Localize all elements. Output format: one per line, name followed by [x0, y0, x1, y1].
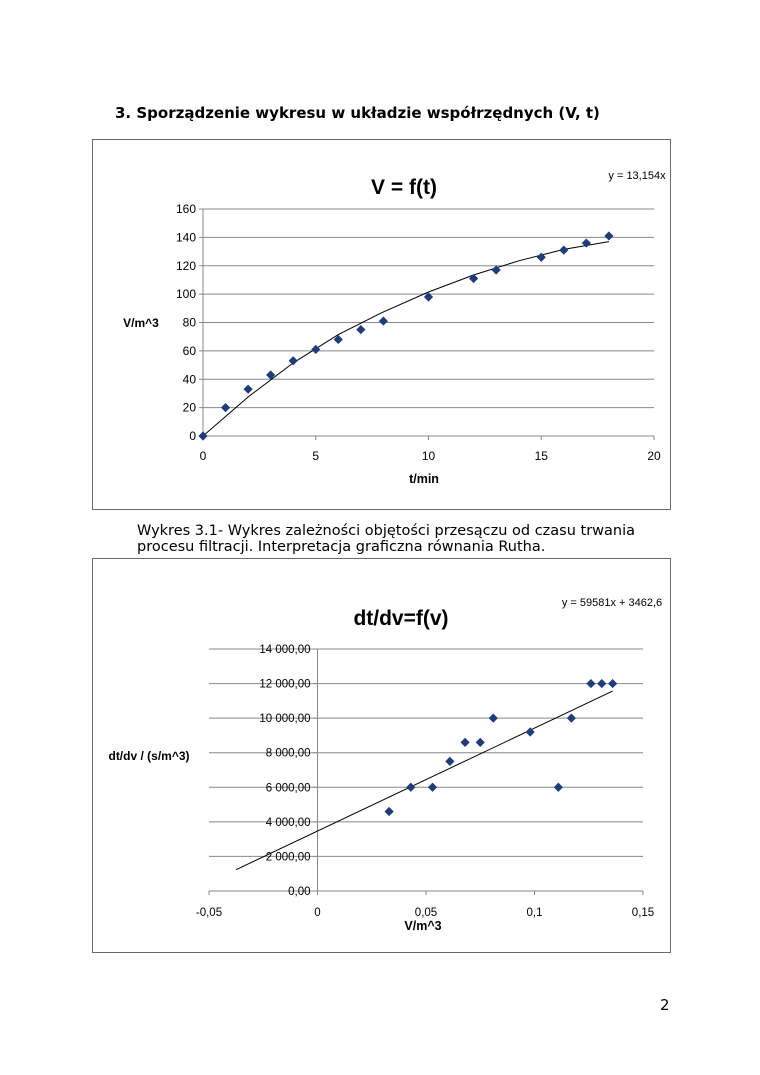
- figure-caption: Wykres 3.1- Wykres zależności objętości przesączu od czasu trwania procesu filtracji. Interpretacja graficzna równania Rutha.: [137, 523, 636, 555]
- y-tick-label: 80: [182, 315, 196, 330]
- data-point: [604, 231, 613, 240]
- y-axis-label: dt/dv / (s/m^3): [108, 749, 190, 763]
- data-point: [356, 325, 365, 334]
- data-point: [221, 403, 230, 412]
- y-tick-label: 140: [175, 230, 196, 245]
- y-tick-label: 2 000,00: [265, 851, 311, 864]
- y-tick-label: 8 000,00: [265, 747, 311, 760]
- x-tick-label: 0: [199, 449, 207, 463]
- y-tick-label: 4 000,00: [265, 816, 311, 829]
- data-point: [266, 370, 275, 379]
- y-tick-label: 0,00: [288, 886, 311, 898]
- data-point: [559, 246, 568, 255]
- x-tick-label: 0,1: [526, 907, 543, 919]
- data-point: [445, 757, 454, 766]
- chart-v-of-t: [92, 139, 671, 510]
- x-tick-label: 5: [312, 449, 320, 463]
- y-axis-label: V/m^3: [123, 316, 159, 330]
- x-axis-label: V/m^3: [404, 919, 442, 933]
- x-axis-label: t/min: [409, 472, 439, 486]
- data-point: [554, 783, 563, 792]
- trendline: [203, 242, 609, 436]
- y-tick-label: 40: [182, 372, 196, 387]
- x-tick-label: 0,05: [414, 907, 438, 919]
- x-tick-label: -0,05: [195, 907, 223, 919]
- data-point: [379, 316, 388, 325]
- y-tick-label: 160: [175, 202, 196, 216]
- data-point: [289, 356, 298, 365]
- data-point: [608, 679, 617, 688]
- y-tick-label: 120: [175, 258, 196, 273]
- chart-dtdv-of-v-svg: [93, 559, 670, 952]
- y-tick-label: 100: [175, 287, 196, 302]
- data-point: [406, 783, 415, 792]
- x-tick-label: 10: [421, 449, 436, 463]
- data-point: [489, 714, 498, 723]
- chart-v-of-t-svg: [93, 140, 670, 509]
- x-tick-label: 0: [314, 907, 321, 919]
- page-number: 2: [660, 996, 670, 1014]
- data-point: [460, 738, 469, 747]
- data-point: [567, 714, 576, 723]
- data-point: [428, 783, 437, 792]
- data-point: [597, 679, 606, 688]
- y-tick-label: 12 000,00: [259, 678, 311, 691]
- x-tick-label: 20: [647, 449, 661, 463]
- y-tick-label: 6 000,00: [265, 782, 311, 795]
- trendline-equation: y = 13,154x: [608, 170, 666, 182]
- x-tick-label: 0,15: [631, 907, 655, 919]
- y-tick-label: 14 000,00: [259, 644, 311, 656]
- data-point: [469, 274, 478, 283]
- data-point: [476, 738, 485, 747]
- y-tick-label: 60: [182, 343, 196, 358]
- chart-title: V = f(t): [371, 176, 437, 199]
- y-tick-label: 0: [189, 429, 196, 443]
- y-tick-label: 10 000,00: [259, 713, 311, 726]
- section-heading: 3. Sporządzenie wykresu w układzie współrzędnych (V, t): [115, 104, 600, 122]
- chart-title: dt/dv=f(v): [353, 607, 449, 630]
- chart-dtdv-of-v: [92, 558, 671, 953]
- data-point: [385, 807, 394, 816]
- x-tick-label: 15: [534, 449, 548, 463]
- data-point: [586, 679, 595, 688]
- trendline-equation: y = 59581x + 3462,6: [561, 597, 663, 609]
- y-tick-label: 20: [182, 400, 196, 415]
- data-point: [244, 385, 253, 394]
